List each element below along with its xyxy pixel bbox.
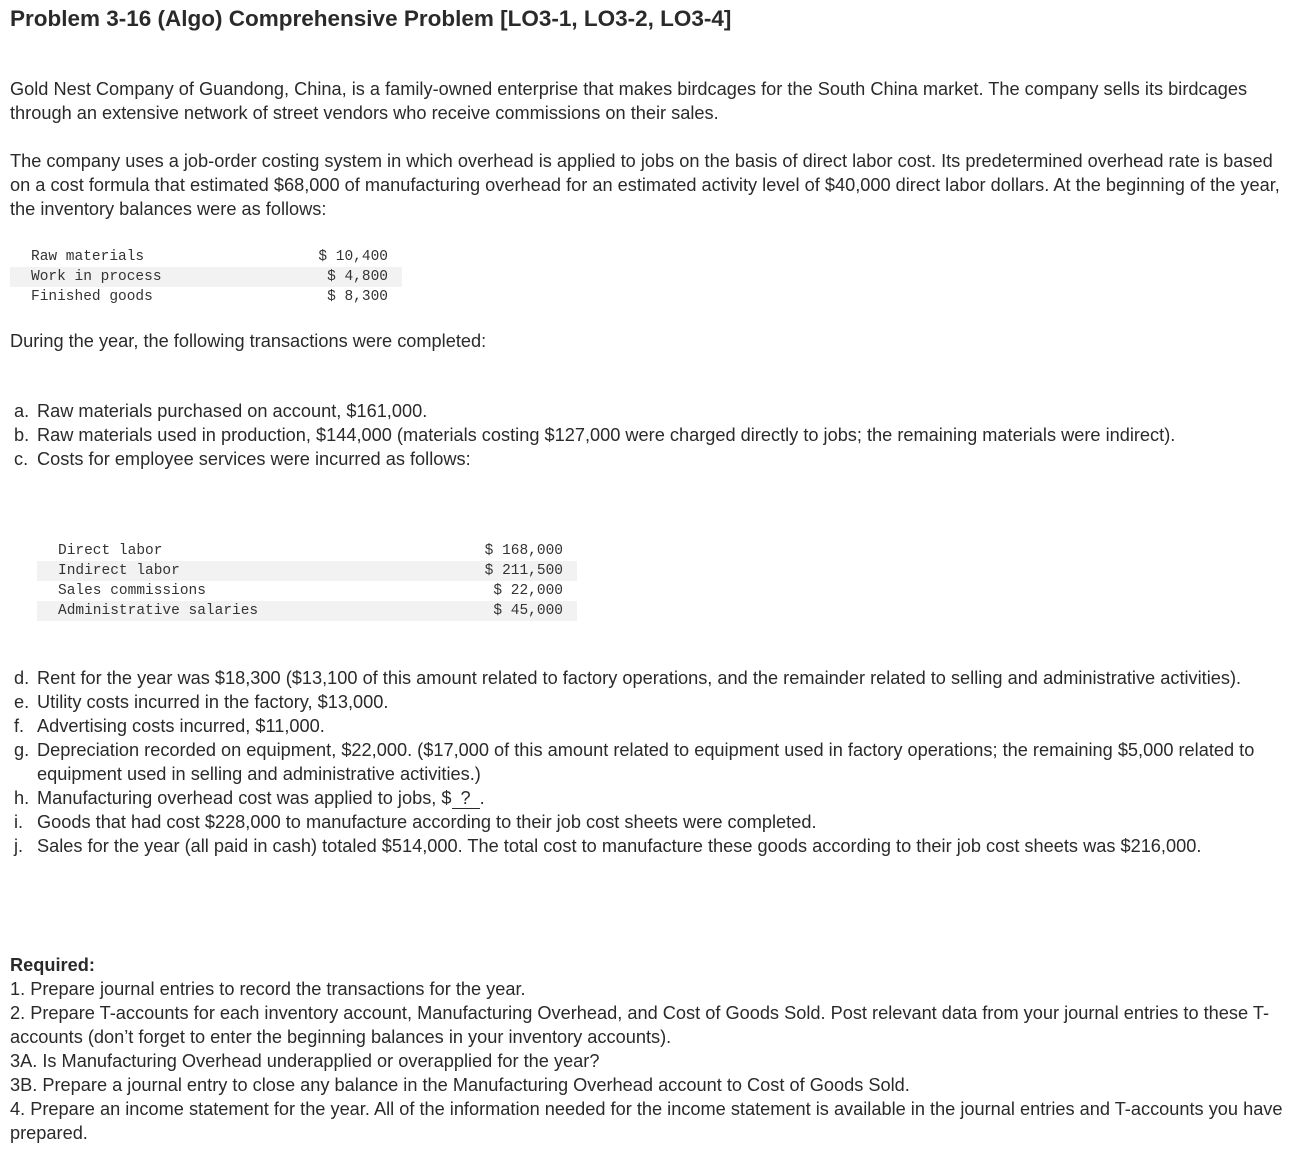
required-item: 3B. Prepare a journal entry to close any balance in the Manufacturing Overhead account to Cost of Goods Sold. [10, 1075, 910, 1095]
row-label: Indirect labor [37, 561, 458, 581]
required-item: 2. Prepare T-accounts for each inventory account, Manufacturing Overhead, and Cost of Goods Sold. Post relevant data from your journal entries to these T-accounts (don’t forget to enter the beginning balances in your inventory accounts). [10, 1003, 1269, 1047]
table-row [10, 247, 402, 267]
list-item [14, 666, 1284, 690]
list-item [14, 810, 1284, 834]
row-amount: $ 168,000 [484, 543, 563, 559]
transactions-list-part2 [14, 666, 1284, 858]
table-row [37, 601, 577, 621]
required-heading: Required: [10, 955, 95, 975]
item-text: Goods that had cost $228,000 to manufacture according to their job cost sheets were completed. [37, 812, 817, 832]
table-row [37, 581, 577, 601]
inventory-balances-table [10, 247, 402, 307]
item-end: . [479, 788, 485, 808]
row-amount: $ 211,500 [458, 561, 577, 581]
item-text: Sales for the year (all paid in cash) totaled $514,000. The total cost to manufacture these goods according to their job cost sheets was $216,000. [37, 836, 1202, 856]
required-section [10, 953, 1295, 1145]
row-label: Work in process [10, 267, 261, 287]
row-amount: $ 22,000 [493, 583, 563, 599]
list-item [14, 714, 1284, 738]
list-item [14, 447, 1284, 471]
row-amount: $ 10,400 [318, 249, 388, 265]
row-label: Finished goods [31, 289, 153, 305]
item-letter: b. [14, 425, 30, 445]
item-letter: c. [14, 449, 29, 469]
intro-paragraph-costing: The company uses a job-order costing system in which overhead is applied to jobs on the basis of direct labor cost. Its predetermined overhead rate is based on a cost formula that estimated $68,000 of manufacturing overhead for an estimated activity level of $40,000 direct labor dollars. At the beginning of the year, the inventory balances were as follows: [10, 151, 1280, 219]
row-label: Sales commissions [58, 583, 206, 599]
required-item: 1. Prepare journal entries to record the transactions for the year. [10, 979, 526, 999]
item-letter: i. [14, 812, 24, 832]
item-text: Raw materials used in production, $144,000 (materials costing $127,000 were charged directly to jobs; the remaining materials were indirect). [37, 425, 1176, 445]
item-text: Raw materials purchased on account, $161,000. [37, 401, 428, 421]
list-item [14, 423, 1284, 447]
required-item: 3A. Is Manufacturing Overhead underapplied or overapplied for the year? [10, 1051, 600, 1071]
item-letter: f. [14, 716, 25, 736]
item-letter: g. [14, 740, 30, 760]
item-letter: a. [14, 401, 30, 421]
table-row [37, 541, 577, 561]
row-label: Direct labor [58, 543, 163, 559]
table-row [10, 267, 402, 287]
list-item [14, 786, 1284, 810]
row-label: Administrative salaries [37, 601, 458, 621]
item-text: Advertising costs incurred, $11,000. [37, 716, 325, 736]
row-amount: $ 8,300 [327, 289, 388, 305]
required-item: 4. Prepare an income statement for the year. All of the information needed for the income statement is available in the journal entries and T-accounts you have prepared. [10, 1099, 1283, 1143]
transactions-intro: During the year, the following transactions were completed: [10, 331, 487, 351]
item-letter: d. [14, 668, 30, 688]
item-text: Costs for employee services were incurred as follows: [37, 449, 471, 469]
item-text: Depreciation recorded on equipment, $22,000. ($17,000 of this amount related to equipment used in factory operations; the remaining $5,000 related to equipment used in selling and administrative activities.) [37, 740, 1255, 784]
item-letter: h. [14, 788, 30, 808]
page-title: Problem 3-16 (Algo) Comprehensive Problem [LO3-1, LO3-2, LO3-4] [10, 6, 732, 31]
employee-costs-table [37, 541, 577, 621]
list-item [14, 738, 1284, 786]
list-item [14, 690, 1284, 714]
item-text: Manufacturing overhead cost was applied to jobs, $ [37, 788, 452, 808]
table-row [10, 287, 402, 307]
intro-paragraph-company: Gold Nest Company of Guandong, China, is a family-owned enterprise that makes birdcages for the South China market. The company sells its birdcages through an extensive network of street vendors who receive commissions on their sales. [10, 79, 1248, 123]
item-letter: j. [14, 836, 24, 856]
list-item [14, 399, 1284, 423]
row-label: Raw materials [31, 249, 145, 265]
table-row [37, 561, 577, 581]
item-text: Utility costs incurred in the factory, $13,000. [37, 692, 389, 712]
item-text: Rent for the year was $18,300 ($13,100 of this amount related to factory operations, and the remainder related to selling and administrative activities). [37, 668, 1242, 688]
row-amount: $ 45,000 [458, 601, 577, 621]
item-letter: e. [14, 692, 30, 712]
transactions-list-part1 [14, 399, 1284, 471]
list-item [14, 834, 1284, 858]
row-amount: $ 4,800 [261, 267, 402, 287]
applied-overhead-blank: ? [452, 788, 480, 809]
